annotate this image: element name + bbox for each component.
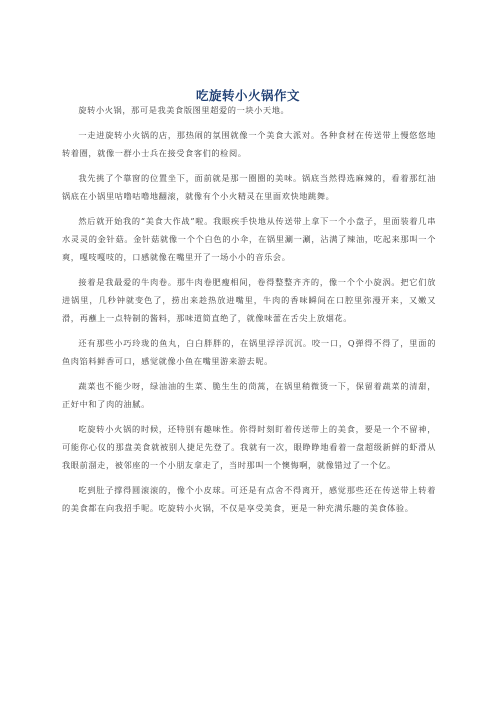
paragraph: 吃旋转小火锅的时候，还特别有趣味性。你得时刻盯着传送带上的美食，要是一个不留神，可能你心仪的那盘美食就被别人捷足先登了。我就有一次，眼睁睁地看着一盘超级新鲜的虾滑从我眼前溜走，被邻座的一个小朋友拿走了，当时那叫一个懊悔啊，就像错过了一个亿。 [62,424,436,470]
paragraph: 蔬菜也不能少呀，绿油油的生菜、脆生生的茼蒿，在锅里稍微烫一下，保留着蔬菜的清甜，正好中和了肉的油腻。 [62,381,436,409]
document-body [62,101,436,524]
paragraph: 一走进旋转小火锅的店，那热闹的氛围就像一个美食大派对。各种食材在传送带上慢悠悠地转着圈，就像一群小士兵在接受食客们的检阅。 [62,130,436,158]
paragraph: 然后就开始我的“美食大作战”啦。我眼疾手快地从传送带上拿下一个小盘子，里面装着几串水灵灵的金针菇。金针菇就像一个个白色的小伞，在锅里涮一涮，沾满了辣油，吃起来那叫一个爽，嘎吱嘎吱的，口感就像在嘴里开了一场小小的音乐会。 [62,216,436,262]
paragraph: 还有那些小巧玲珑的鱼丸，白白胖胖的，在锅里浮浮沉沉。咬一口，Q弹得不得了，里面的鱼肉馅料鲜香可口，感觉就像小鱼在嘴里游来游去呢。 [62,338,436,366]
paragraph: 我先挑了个靠窗的位置坐下，面前就是那一圈圈的美味。锅底当然得选麻辣的，看着那红油锅底在小锅里咕噜咕噜地翻滚，就像有个小火精灵在里面欢快地跳舞。 [62,173,436,201]
page-title: 吃旋转小火锅作文 [195,88,300,103]
paragraph: 接着是我最爱的牛肉卷。那牛肉卷肥瘦相间，卷得整整齐齐的，像一个个小旋涡。把它们放进锅里，几秒钟就变色了，捞出来趁热放进嘴里，牛肉的香味瞬间在口腔里弥漫开来，又嫩又滑，再蘸上一点特制的酱料，那味道简直绝了，就像味蕾在舌尖上放烟花。 [62,277,436,323]
paragraph: 吃到肚子撑得圆滚滚的，像个小皮球。可还是有点舍不得离开，感觉那些还在传送带上转着的美食都在向我招手呢。吃旋转小火锅，不仅是享受美食，更是一种充满乐趣的美食体验。 [62,485,436,513]
paragraph: 旋转小火锅，那可是我美食版图里超爱的一块小天地。 [78,105,290,115]
